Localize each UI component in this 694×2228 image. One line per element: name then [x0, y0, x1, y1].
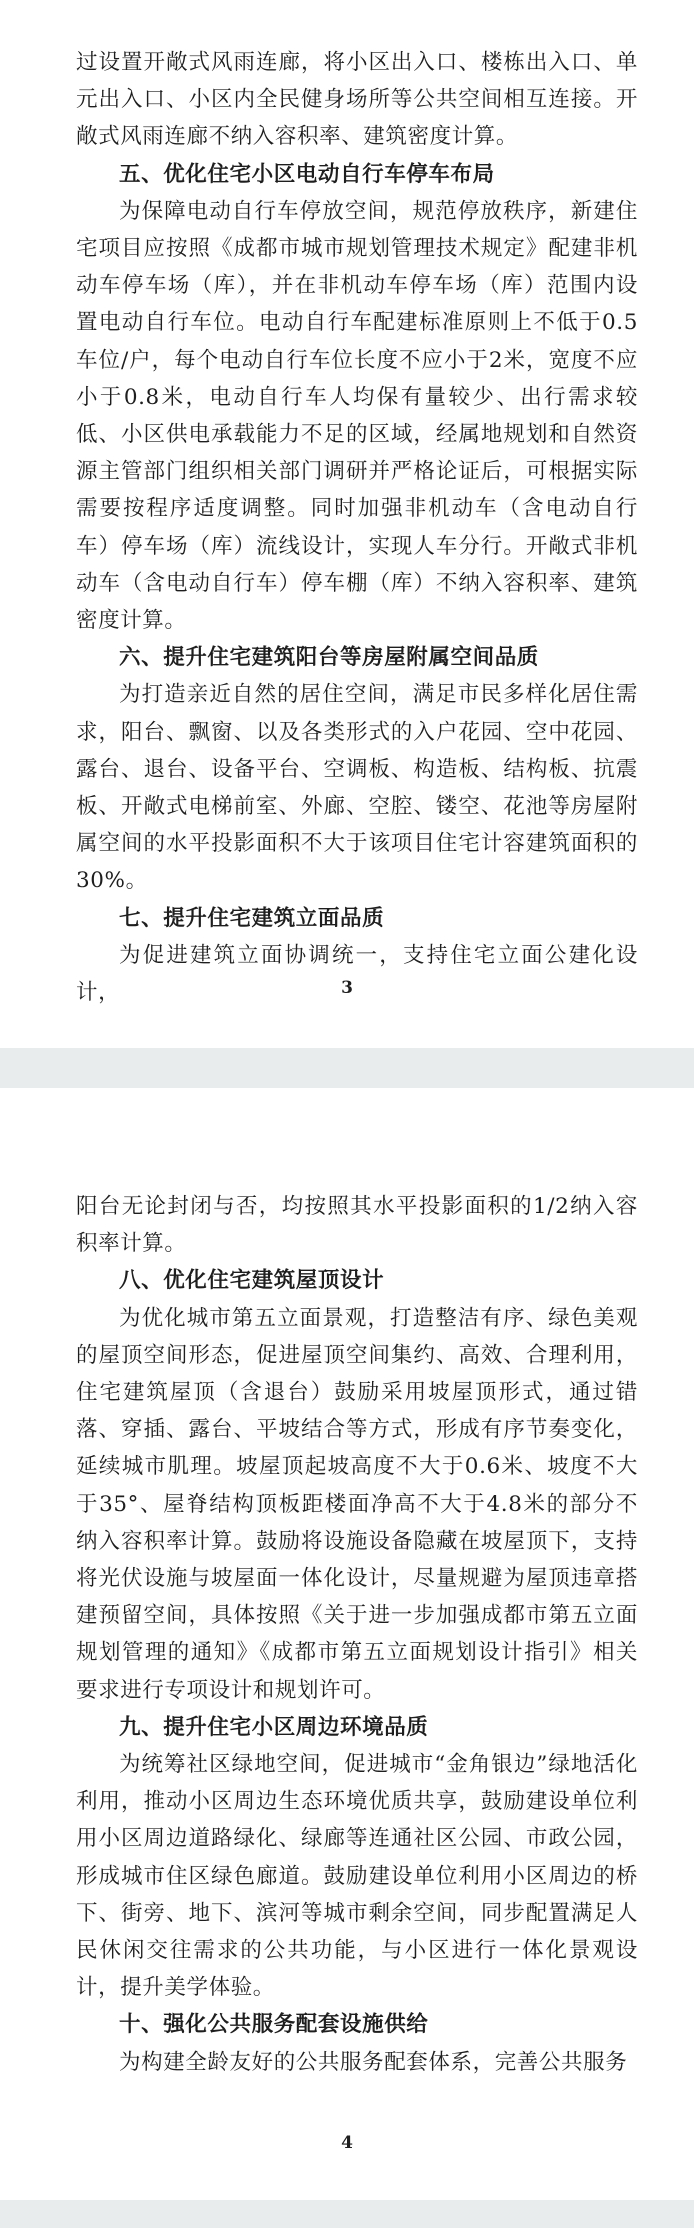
paragraph: 为优化城市第五立面景观，打造整洁有序、绿色美观的屋顶空间形态，促进屋顶空间集约、高效、合理利用，住宅建筑屋顶（含退台）鼓励采用坡屋顶形式，通过错落、穿插、露台、平坡结合等方式，形成有序节奏变化，延续城市肌理。坡屋顶起坡高度不大于0.6米、坡度不大于35°、屋脊结构顶板距楼面净高不大于4.8米的部分不纳入容积率计算。鼓励将设施设备隐藏在坡屋顶下，支持将光伏设施与坡屋面一体化设计，尽量规避为屋顶违章搭建预留空间，具体按照《关于进一步加强成都市第五立面规划管理的通知》《成都市第五立面规划设计指引》相关要求进行专项设计和规划许可。 — [76, 1305, 638, 1703]
document-page-3 — [0, 0, 694, 1048]
paragraph: 为促进建筑立面协调统一，支持住宅立面公建化设计， — [76, 942, 638, 1006]
paragraph: 过设置开敞式风雨连廊，将小区出入口、楼栋出入口、单元出入口、小区内全民健身场所等公共空间相互连接。开敞式风雨连廊不纳入容积率、建筑密度计算。 — [76, 50, 638, 150]
section-heading: 七、提升住宅建筑立面品质 — [119, 905, 385, 931]
paragraph: 为保障电动自行车停放空间，规范停放秩序，新建住宅项目应按照《成都市城市规划管理技术规定》配建非机动车停车场（库），并在非机动车停车场（库）范围内设置电动自行车位。电动自行车配建标准原则上不低于0.5车位/户，每个电动自行车位长度不应小于2米，宽度不应小于0.8米，电动自行车人均保有量较少、出行需求较低、小区供电承载能力不足的区域，经属地规划和自然资源主管部门组织相关部门调研并严格论证后，可根据实际需要按程序适度调整。同时加强非机动车（含电动自行车）停车场（库）流线设计，实现人车分行。开敞式非机动车（含电动自行车）停车棚（库）不纳入容积率、建筑密度计算。 — [76, 198, 638, 634]
section-heading: 十、强化公共服务配套设施供给 — [119, 2012, 429, 2038]
paragraph: 为构建全龄友好的公共服务配套体系，完善公共服务 — [119, 2049, 628, 2075]
section-heading: 九、提升住宅小区周边环境品质 — [119, 1714, 429, 1740]
section-heading: 八、优化住宅建筑屋顶设计 — [119, 1268, 385, 1294]
document-page-4 — [0, 1088, 694, 2200]
page-4-content — [76, 1088, 638, 2081]
page-number: 3 — [341, 978, 353, 998]
paragraph: 阳台无论封闭与否，均按照其水平投影面积的1/2纳入容积率计算。 — [76, 1194, 638, 1257]
section-heading: 五、优化住宅小区电动自行车停车布局 — [119, 161, 495, 187]
page-3-content — [76, 0, 638, 1011]
paragraph: 为统筹社区绿地空间，促进城市“金角银边”绿地活化利用，推动小区周边生态环境优质共享，鼓励建设单位利用小区周边道路绿化、绿廊等连通社区公园、市政公园，形成城市住区绿色廊道。鼓励建设单位利用小区周边的桥下、街旁、地下、滨河等城市剩余空间，同步配置满足人民休闲交往需求的公共功能，与小区进行一体化景观设计，提升美学体验。 — [76, 1752, 638, 2001]
paragraph: 为打造亲近自然的居住空间，满足市民多样化居住需求，阳台、飘窗、以及各类形式的入户花园、空中花园、露台、退台、设备平台、空调板、构造板、结构板、抗震板、开敞式电梯前室、外廊、空腔、镂空、花池等房屋附属空间的水平投影面积不大于该项目住宅计容建筑面积的30%。 — [76, 682, 638, 894]
page-number: 4 — [341, 2133, 353, 2153]
section-heading: 六、提升住宅建筑阳台等房屋附属空间品质 — [119, 645, 539, 671]
